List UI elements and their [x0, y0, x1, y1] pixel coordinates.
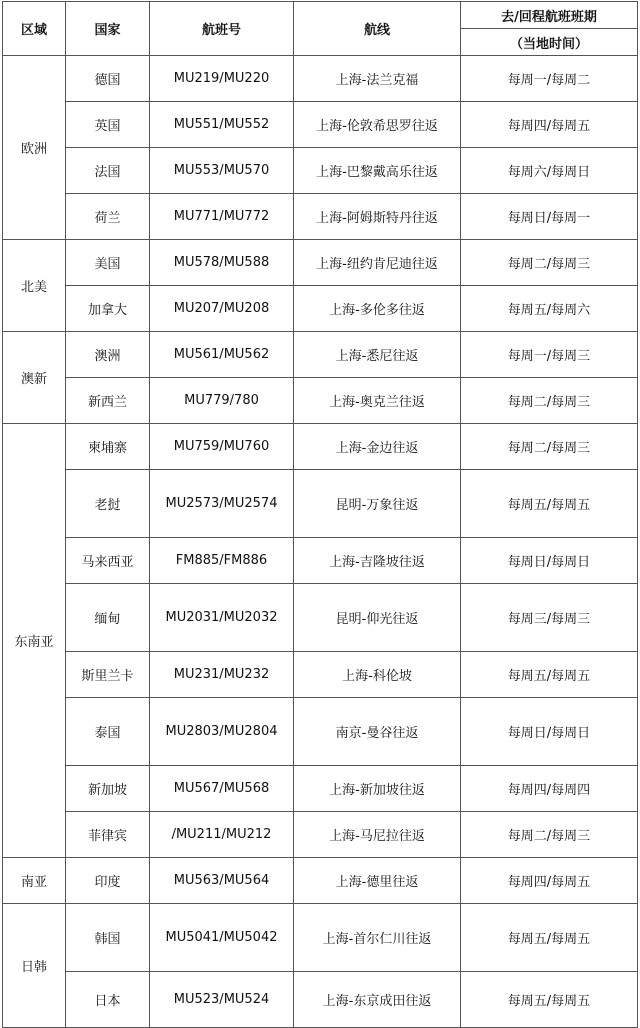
country-cell: 老挝	[66, 470, 150, 538]
table-row	[3, 148, 638, 194]
country-cell: 韩国	[66, 904, 150, 972]
flight-cell: MU578/MU588	[150, 240, 294, 286]
days-cell: 每周五/每周五	[461, 652, 638, 698]
route-cell: 上海-马尼拉往返	[294, 812, 461, 858]
route-cell: 上海-金边往返	[294, 424, 461, 470]
table-row	[3, 698, 638, 766]
days-cell: 每周四/每周四	[461, 766, 638, 812]
route-cell: 上海-吉隆坡往返	[294, 538, 461, 584]
country-cell: 泰国	[66, 698, 150, 766]
route-cell: 上海-阿姆斯特丹往返	[294, 194, 461, 240]
route-cell: 上海-纽约肯尼迪往返	[294, 240, 461, 286]
table-row	[3, 812, 638, 858]
region-cell: 北美	[3, 240, 66, 332]
table-row	[3, 858, 638, 904]
days-cell: 每周五/每周五	[461, 470, 638, 538]
table-row	[3, 102, 638, 148]
country-cell: 美国	[66, 240, 150, 286]
flight-cell: MU759/MU760	[150, 424, 294, 470]
country-cell: 英国	[66, 102, 150, 148]
days-cell: 每周六/每周日	[461, 148, 638, 194]
flight-cell: MU551/MU552	[150, 102, 294, 148]
header-flight: 航班号	[150, 2, 294, 56]
days-cell: 每周四/每周五	[461, 102, 638, 148]
table-row	[3, 904, 638, 972]
flight-cell: MU523/MU524	[150, 972, 294, 1028]
flight-table	[2, 1, 638, 1028]
flight-cell: MU553/MU570	[150, 148, 294, 194]
route-cell: 上海-法兰克福	[294, 56, 461, 102]
route-cell: 上海-新加坡往返	[294, 766, 461, 812]
table-row	[3, 766, 638, 812]
region-cell: 南亚	[3, 858, 66, 904]
header-country: 国家	[66, 2, 150, 56]
flight-cell: /MU211/MU212	[150, 812, 294, 858]
table-row	[3, 332, 638, 378]
days-cell: 每周二/每周三	[461, 240, 638, 286]
table-row	[3, 972, 638, 1028]
table-row	[3, 470, 638, 538]
route-cell: 上海-奥克兰往返	[294, 378, 461, 424]
route-cell: 昆明-仰光往返	[294, 584, 461, 652]
days-cell: 每周二/每周三	[461, 378, 638, 424]
flight-cell: FM885/FM886	[150, 538, 294, 584]
table-row	[3, 424, 638, 470]
country-cell: 斯里兰卡	[66, 652, 150, 698]
country-cell: 加拿大	[66, 286, 150, 332]
country-cell: 德国	[66, 56, 150, 102]
days-cell: 每周五/每周五	[461, 904, 638, 972]
days-cell: 每周日/每周日	[461, 698, 638, 766]
days-cell: 每周日/每周日	[461, 538, 638, 584]
country-cell: 法国	[66, 148, 150, 194]
flight-cell: MU779/780	[150, 378, 294, 424]
route-cell: 上海-悉尼往返	[294, 332, 461, 378]
route-cell: 上海-巴黎戴高乐往返	[294, 148, 461, 194]
flight-cell: MU219/MU220	[150, 56, 294, 102]
flight-cell: MU5041/MU5042	[150, 904, 294, 972]
days-cell: 每周一/每周三	[461, 332, 638, 378]
header-route: 航线	[294, 2, 461, 56]
region-cell: 日韩	[3, 904, 66, 1028]
country-cell: 荷兰	[66, 194, 150, 240]
days-cell: 每周日/每周一	[461, 194, 638, 240]
country-cell: 菲律宾	[66, 812, 150, 858]
region-cell: 澳新	[3, 332, 66, 424]
days-cell: 每周五/每周六	[461, 286, 638, 332]
table-row	[3, 538, 638, 584]
country-cell: 澳洲	[66, 332, 150, 378]
route-cell: 上海-科伦坡	[294, 652, 461, 698]
region-cell: 欧洲	[3, 56, 66, 240]
route-cell: 上海-东京成田往返	[294, 972, 461, 1028]
table-row	[3, 652, 638, 698]
table-row	[3, 56, 638, 102]
flight-cell: MU2803/MU2804	[150, 698, 294, 766]
days-cell: 每周二/每周三	[461, 424, 638, 470]
table-body	[3, 56, 638, 1028]
route-cell: 昆明-万象往返	[294, 470, 461, 538]
route-cell: 上海-伦敦希思罗往返	[294, 102, 461, 148]
flight-cell: MU567/MU568	[150, 766, 294, 812]
route-cell: 上海-德里往返	[294, 858, 461, 904]
country-cell: 新西兰	[66, 378, 150, 424]
header-schedule: 去/回程航班班期	[461, 2, 638, 29]
country-cell: 缅甸	[66, 584, 150, 652]
header-schedule-note: （当地时间）	[461, 29, 638, 56]
table-row	[3, 240, 638, 286]
table-row	[3, 584, 638, 652]
country-cell: 新加坡	[66, 766, 150, 812]
country-cell: 柬埔寨	[66, 424, 150, 470]
flight-cell: MU2031/MU2032	[150, 584, 294, 652]
flight-cell: MU231/MU232	[150, 652, 294, 698]
country-cell: 印度	[66, 858, 150, 904]
route-cell: 上海-多伦多往返	[294, 286, 461, 332]
table-row	[3, 378, 638, 424]
header-region: 区域	[3, 2, 66, 56]
flight-cell: MU561/MU562	[150, 332, 294, 378]
route-cell: 上海-首尔仁川往返	[294, 904, 461, 972]
days-cell: 每周五/每周五	[461, 972, 638, 1028]
country-cell: 马来西亚	[66, 538, 150, 584]
table-row	[3, 194, 638, 240]
table-row	[3, 286, 638, 332]
days-cell: 每周三/每周三	[461, 584, 638, 652]
days-cell: 每周二/每周三	[461, 812, 638, 858]
days-cell: 每周一/每周二	[461, 56, 638, 102]
flight-cell: MU563/MU564	[150, 858, 294, 904]
flight-cell: MU207/MU208	[150, 286, 294, 332]
flight-cell: MU2573/MU2574	[150, 470, 294, 538]
country-cell: 日本	[66, 972, 150, 1028]
days-cell: 每周四/每周五	[461, 858, 638, 904]
flight-cell: MU771/MU772	[150, 194, 294, 240]
route-cell: 南京-曼谷往返	[294, 698, 461, 766]
region-cell: 东南亚	[3, 424, 66, 858]
